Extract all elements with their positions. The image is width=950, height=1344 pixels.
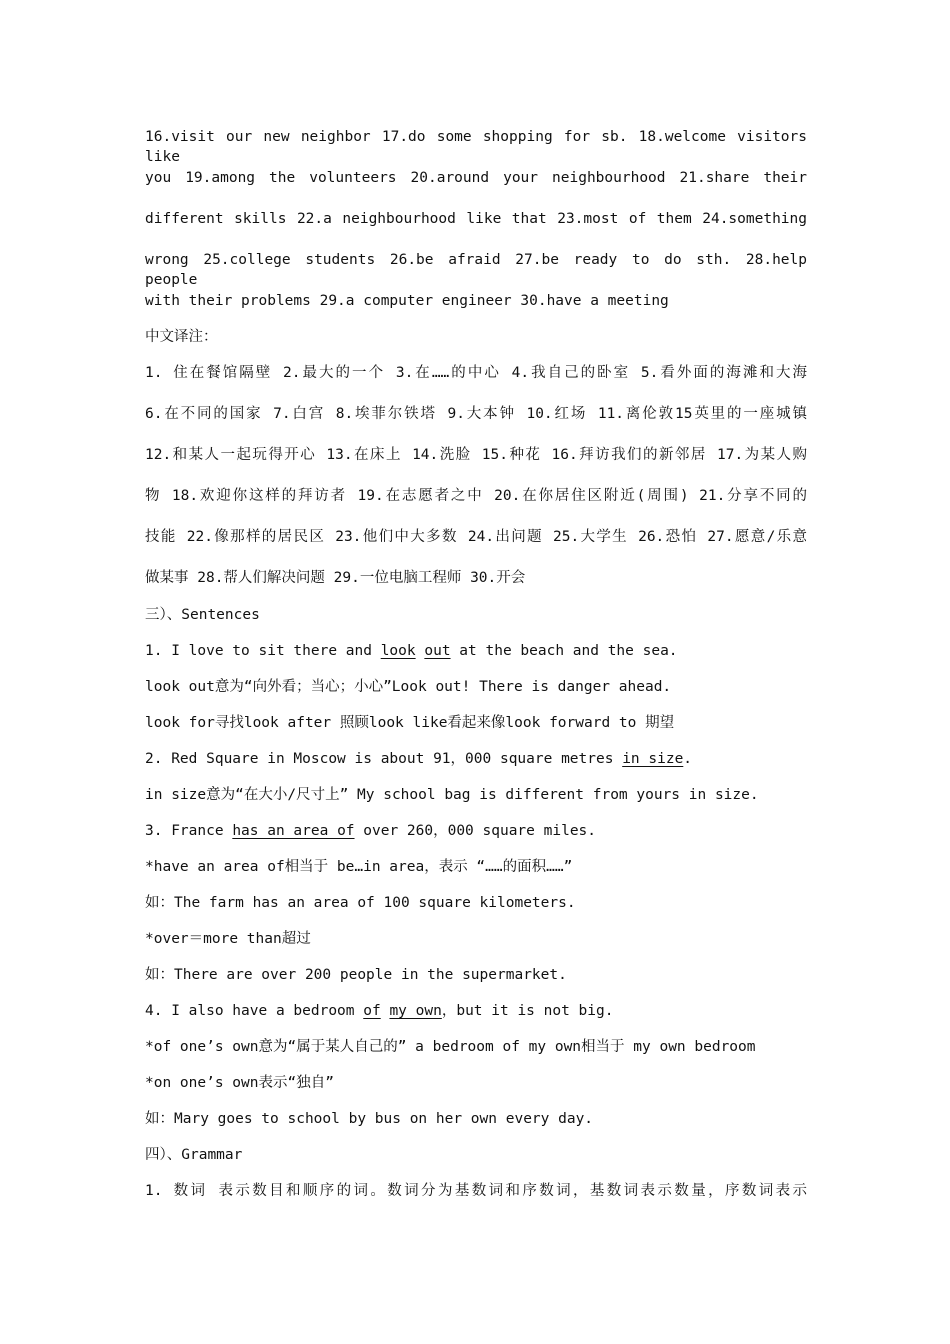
sentence-2-note: in size意为“在大小/尺寸上” My school bag is different from yours in size. bbox=[145, 787, 759, 803]
sentence-2-key: in size bbox=[622, 751, 684, 767]
grammar-heading: 四）、Grammar bbox=[145, 1147, 243, 1163]
translation-line-2: 6.在不同的国家 7.白宫 8.埃菲尔铁塔 9.大本钟 10.红场 11.离伦敦15英里的一座城镇 bbox=[145, 406, 807, 422]
sentence-1-post: at the beach and the sea. bbox=[450, 643, 678, 659]
vocab-line-2: you 19.among the volunteers 20.around your neighbourhood 21.share their bbox=[145, 170, 807, 186]
sentence-2 bbox=[145, 749, 692, 769]
sentence-4-note-3: 如：Mary goes to school by bus on her own every day. bbox=[145, 1111, 594, 1127]
translation-heading: 中文译注： bbox=[145, 329, 218, 345]
translation-line-1: 1. 住在餐馆隔壁 2.最大的一个 3.在……的中心 4.我自己的卧室 5.看外面的海滩和大海 bbox=[145, 365, 807, 381]
translation-line-6: 做某事 28.帮人们解决问题 29.一位电脑工程师 30.开会 bbox=[145, 570, 526, 586]
sentence-1-note-2: look for寻找look after 照顾look like看起来像look forward to 期望 bbox=[145, 715, 675, 731]
sentence-4 bbox=[145, 1001, 613, 1021]
sentence-1 bbox=[145, 641, 678, 661]
grammar-line-1: 1. 数词 表示数目和顺序的词。数词分为基数词和序数词，基数词表示数量，序数词表示 bbox=[145, 1183, 807, 1199]
sentence-4-key-of: of bbox=[363, 1003, 381, 1019]
translation-line-3: 12.和某人一起玩得开心 13.在床上 14.洗脸 15.种花 16.拜访我们的新邻居 17.为某人购 bbox=[145, 447, 807, 463]
sentence-3 bbox=[145, 821, 596, 841]
sentence-4-key-my-own: my own bbox=[389, 1003, 442, 1019]
sentence-3-key: has an area of bbox=[232, 823, 355, 839]
sentence-3-post: over 260，000 square miles. bbox=[354, 823, 597, 839]
sentence-4-post: ，but it is not big. bbox=[441, 1003, 614, 1019]
translation-line-5: 技能 22.像那样的居民区 23.他们中大多数 24.出问题 25.大学生 26.恐怕 27.愿意/乐意 bbox=[145, 529, 807, 545]
sentence-3-note-1: *have an area of相当于 be…in area，表示 “……的面积……” bbox=[145, 859, 573, 875]
sentence-1-pre: 1. I love to sit there and bbox=[145, 643, 381, 659]
translation-line-4: 物 18.欢迎你这样的拜访者 19.在志愿者之中 20.在你居住区附近(周围) 21.分享不同的 bbox=[145, 488, 807, 504]
vocab-line-4: wrong 25.college students 26.be afraid 27.be ready to do sth. 28.help people bbox=[145, 252, 807, 288]
sentence-3-note-4: 如：There are over 200 people in the supermarket. bbox=[145, 967, 567, 983]
sentence-4-note-2: *on one’s own表示“独自” bbox=[145, 1075, 334, 1091]
sentence-3-note-3: *over＝more than超过 bbox=[145, 931, 311, 947]
vocab-line-1: 16.visit our new neighbor 17.do some shopping for sb. 18.welcome visitors like bbox=[145, 129, 807, 165]
sentence-3-note-2: 如：The farm has an area of 100 square kilometers. bbox=[145, 895, 576, 911]
sentence-4-note-1: *of one’s own意为“属于某人自己的” a bedroom of my own相当于 my own bedroom bbox=[145, 1039, 756, 1055]
sentence-2-post: . bbox=[683, 751, 693, 767]
sentence-1-key-out: out bbox=[424, 643, 451, 659]
sentence-2-pre: 2. Red Square in Moscow is about 91，000 square metres bbox=[145, 751, 623, 767]
sentence-4-pre: 4. I also have a bedroom bbox=[145, 1003, 364, 1019]
sentence-1-key-look: look bbox=[380, 643, 416, 659]
sentences-heading: 三）、Sentences bbox=[145, 607, 260, 623]
sentence-1-note-1: look out意为“向外看；当心；小心”Look out! There is danger ahead. bbox=[145, 679, 672, 695]
vocab-line-3: different skills 22.a neighbourhood like that 23.most of them 24.something bbox=[145, 211, 807, 227]
vocab-line-5: with their problems 29.a computer engineer 30.have a meeting bbox=[145, 293, 669, 309]
sentence-3-pre: 3. France bbox=[145, 823, 233, 839]
